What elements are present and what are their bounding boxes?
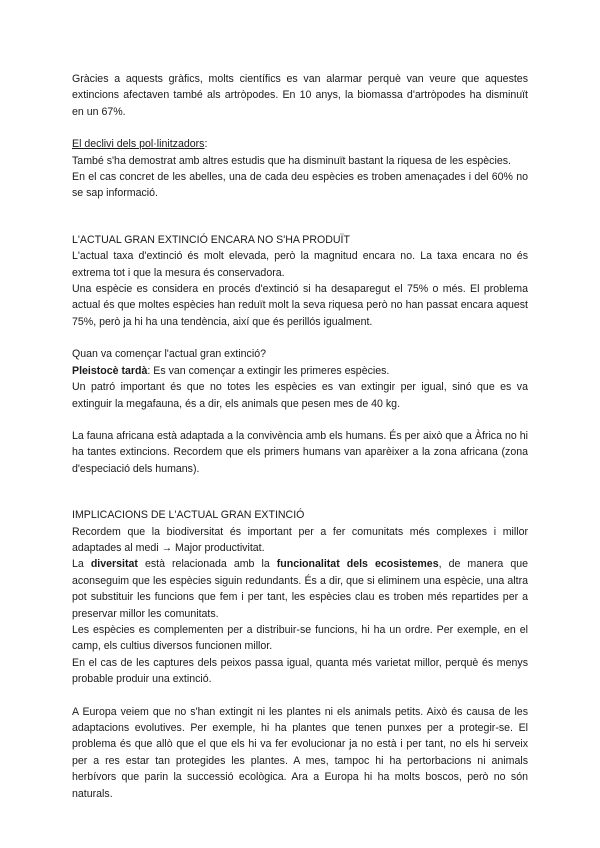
diversity-term: diversitat <box>90 558 138 571</box>
pollinators-paragraph-2: En el cas concret de les abelles, una de cada deu espècies es troben amenaçades i del 60% no se sap informació. <box>72 171 528 200</box>
intro-paragraph: Gràcies a aquests gràfics, molts científics es van alarmar perquè van veure que aquestes extincions afectaven també als artròpodes. En 10 anys, la biomassa d'artròpodes ha disminuït en un 67%. <box>72 73 528 118</box>
extinction-paragraph-2: Una espècie es considera en procés d'extinció si ha desaparegut el 75% o més. El problema actual és que moltes espècies han reduït molt la seva riquesa però no han passat encara aquest 75%, però ja hi ha una tendència, així que és perillós igualment. <box>72 283 528 328</box>
implications-paragraph-2: La diversitat està relacionada amb la funcionalitat dels ecosistemes, de manera que aconseguim que les espècies siguin redundants. És a dir, que si eliminem una espècie, una altra pot substituir les funcions que fem i per tant, les espècies clau es troben més repartides per a preservar millor les comunitats. <box>72 558 529 620</box>
implications-paragraph-3: Les espècies es complementen per a distribuir-se funcions, hi ha un ordre. Per exemple, en el camp, els cultius diversos funcionen millor. <box>72 623 528 653</box>
implications-paragraph-4: En el cas de les captures dels peixos passa igual, quanta més varietat millor, perquè és menys probable produir una extinció. <box>72 656 528 686</box>
section-heading-pollinators: El declivi dels pol·linitzadors: <box>72 138 208 151</box>
pleistocene-term: Pleistocè tardà <box>72 364 148 377</box>
implications-paragraph-1: Recordem que la biodiversitat és important per a fer comunitats més complexes i millor adaptades al medi → Major productivitat. <box>72 525 528 554</box>
functionality-term: funcionalitat dels ecosistemes <box>276 558 439 571</box>
africa-paragraph: La fauna africana està adaptada a la convivència amb els humans. És per això que a Àfrica no hi ha tantes extincions. Recordem que els primers humans van aparèixer a la zona africana (zona d'especiació dels humans). <box>72 429 528 475</box>
megafauna-paragraph: Un patró important és que no totes les espècies es van extingir per igual, sinó que es va extinguir la megafauna, és a dir, els animals que pesen mes de 40 kg. <box>72 381 528 410</box>
pleistocene-paragraph: Pleistocè tardà: Es van començar a extingir les primeres espècies. <box>72 364 390 377</box>
extinction-paragraph-1: L'actual taxa d'extinció és molt elevada, però la magnitud encara no. La taxa encara no és extrema tot i que la mesura és conservadora. <box>72 250 528 279</box>
europe-paragraph: A Europa veiem que no s'han extingit ni les plantes ni els animals petits. Això és causa de les adaptacions evolutives. Per exemple, hi ha plantes que tenen punxes per a protegir-se. El problema és que allò que el que els hi va fer evolucionar ja no està i per tant, no els hi serveix per a res estar tan protegides les plantes. A mes, tampoc hi ha pertorbacions ni animals herbívors que parin la successió ecològica. Ara a Europa hi ha molts boscos, però no són naturals. <box>72 705 528 800</box>
pollinators-heading-text: El declivi dels pol·linitzadors <box>72 138 205 151</box>
document-body <box>72 71 528 802</box>
pollinators-paragraph-1: També s'ha demostrat amb altres estudis que ha disminuït bastant la riquesa de les espècies. <box>72 154 511 167</box>
section-heading-implications: IMPLICACIONS DE L'ACTUAL GRAN EXTINCIÓ <box>72 509 305 522</box>
section-question: Quan va començar l'actual gran extinció? <box>72 348 266 361</box>
section-heading-extinction: L'ACTUAL GRAN EXTINCIÓ ENCARA NO S'HA PRODUÏT <box>72 233 350 246</box>
